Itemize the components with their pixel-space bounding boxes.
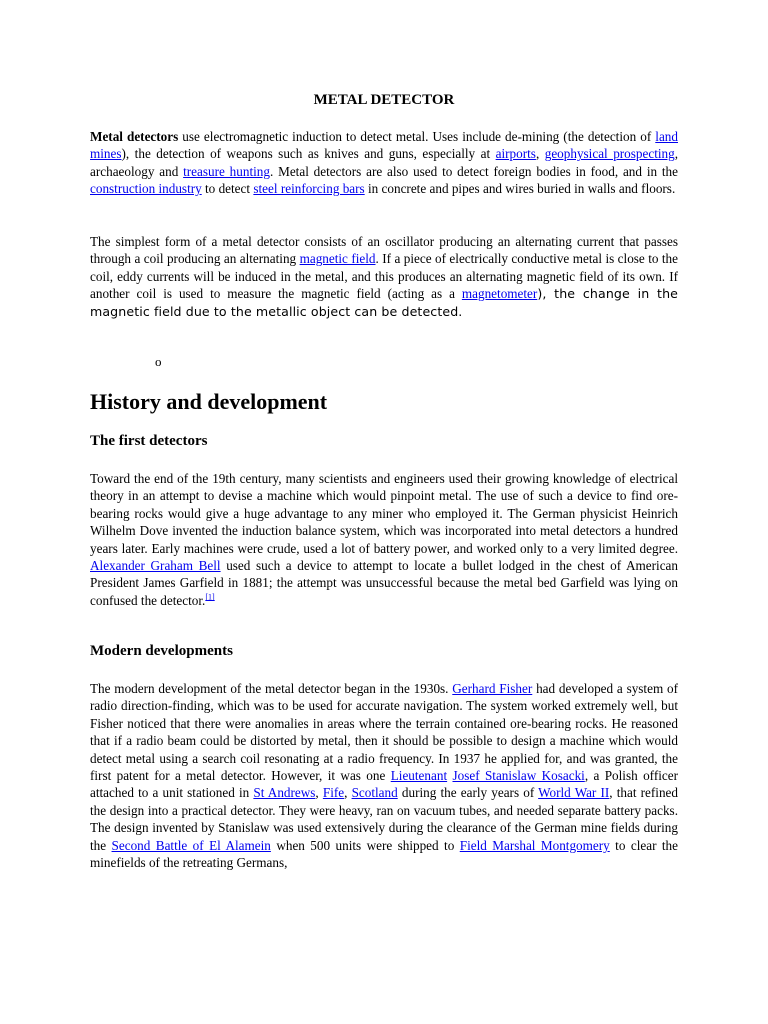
- link-josef-stanislaw-kosacki[interactable]: Josef Stanislaw Kosacki: [452, 768, 585, 784]
- link-steel-reinforcing-bars[interactable]: steel reinforcing bars: [253, 181, 365, 197]
- principle-section: [90, 233, 678, 320]
- intro-section: [90, 128, 678, 198]
- principle-text-tail: ), the change in the magnetic field due to the metallic object can be detected.: [90, 286, 678, 319]
- link-magnetic-field[interactable]: magnetic field: [299, 251, 376, 267]
- link-airports[interactable]: airports: [495, 146, 536, 162]
- link-lieutenant[interactable]: Lieutenant: [390, 768, 448, 784]
- intro-text: . Metal detectors are also used to detect foreign bodies in food, and in the: [269, 163, 679, 179]
- modern-developments-section: [90, 680, 678, 871]
- intro-text: use electromagnetic induction to detect metal. Uses include de-mining (the detection of: [178, 129, 656, 144]
- modern-text: during the early years of: [397, 785, 539, 801]
- intro-text: ,: [535, 146, 545, 162]
- link-world-war-ii[interactable]: World War II: [538, 785, 610, 801]
- link-construction-industry[interactable]: construction industry: [90, 181, 202, 197]
- intro-text: to detect: [201, 181, 254, 197]
- principle-text: The simplest form of a metal detector consists of an oscillator producing an alternating current that passes through a coil producing an alternating: [90, 234, 678, 267]
- modern-text: to clear the minefields of the retreating Germans,: [90, 837, 679, 871]
- first-detectors-text: used such a device to attempt to locate a bullet lodged in the chest of American President James Garfield in 1881; the attempt was unsuccessful because the metal bed Garfield was lying on confused the detector.: [90, 558, 678, 608]
- link-land-mines[interactable]: land mines: [90, 129, 678, 162]
- intro-text: , archaeology and: [90, 146, 679, 179]
- link-alexander-graham-bell[interactable]: Alexander Graham Bell: [90, 558, 221, 574]
- modern-developments-heading: Modern developments: [90, 643, 233, 659]
- intro-text: ), the detection of weapons such as knives and guns, especially at: [121, 146, 496, 162]
- modern-text: , that refined the design into a practical detector. They were heavy, ran on vacuum tubes, and needed separate battery packs. The design invented by Stanislaw was used extensively during the clearance of the German mine fields during the: [90, 785, 678, 853]
- modern-text: , a Polish officer attached to a unit stationed in: [90, 768, 678, 801]
- first-detectors-text: Toward the end of the 19th century, many scientists and engineers used their growing knowledge of electrical theory in an attempt to devise a machine which would pinpoint metal. The use of such a device to find ore-bearing rocks would give a huge advantage to any miner who employed it. The German physicist Heinrich Wilhelm Dove invented the induction balance system, which was incorporated into metal detectors a hundred years later. Early machines were crude, used a lot of battery power, and worked only to a very limited degree.: [90, 471, 678, 556]
- link-st-andrews[interactable]: St Andrews: [253, 785, 316, 801]
- intro-bold-lead: Metal detectors: [90, 129, 179, 144]
- first-detectors-paragraph: [90, 470, 678, 609]
- first-detectors-heading: The first detectors: [90, 433, 208, 449]
- modern-text: when 500 units were shipped to: [270, 837, 460, 853]
- modern-text: had developed a system of radio direction-finding, which was to be used for accurate navigation. The system worked extremely well, but Fisher noticed that there were anomalies in areas where the terrain contained ore-bearing rocks. He reasoned that if a radio beam could be distorted by metal, then it should be possible to design a machine which would detect metal using a search coil resonating at a radio frequency. In 1937 he applied for, and was granted, the first patent for a metal detector. However, it was one: [90, 681, 678, 784]
- intro-text: in concrete and pipes and wires buried in walls and floors.: [364, 181, 676, 197]
- link-geophysical-prospecting[interactable]: geophysical prospecting: [544, 146, 675, 162]
- link-fife[interactable]: Fife: [322, 785, 345, 801]
- link-scotland[interactable]: Scotland: [351, 785, 398, 801]
- reference-link-1[interactable]: [1]: [205, 592, 215, 602]
- list-bullet: o: [155, 354, 162, 369]
- history-heading: History and development: [90, 389, 328, 414]
- principle-text: . If a piece of electrically conductive metal is close to the coil, eddy currents will be induced in the metal, and this produces an alternating magnetic field of its own. If another coil is used to measure the magnetic field (acting as a: [90, 251, 679, 302]
- modern-text: ,: [315, 785, 323, 801]
- intro-paragraph: [90, 128, 678, 198]
- link-treasure-hunting[interactable]: treasure hunting: [183, 163, 270, 179]
- link-magnetometer[interactable]: magnetometer: [461, 286, 538, 302]
- principle-paragraph: [90, 233, 678, 320]
- link-gerhard-fisher[interactable]: Gerhard Fisher: [452, 681, 533, 696]
- modern-developments-paragraph: [90, 680, 678, 871]
- link-field-marshal-montgomery[interactable]: Field Marshal Montgomery: [459, 837, 610, 853]
- page-title: METAL DETECTOR: [313, 92, 455, 108]
- link-second-battle-of-el-alamein[interactable]: Second Battle of El Alamein: [111, 837, 271, 853]
- modern-text: The modern development of the metal detector began in the 1930s.: [90, 681, 453, 696]
- modern-text: ,: [344, 785, 352, 801]
- first-detectors-section: [90, 470, 678, 609]
